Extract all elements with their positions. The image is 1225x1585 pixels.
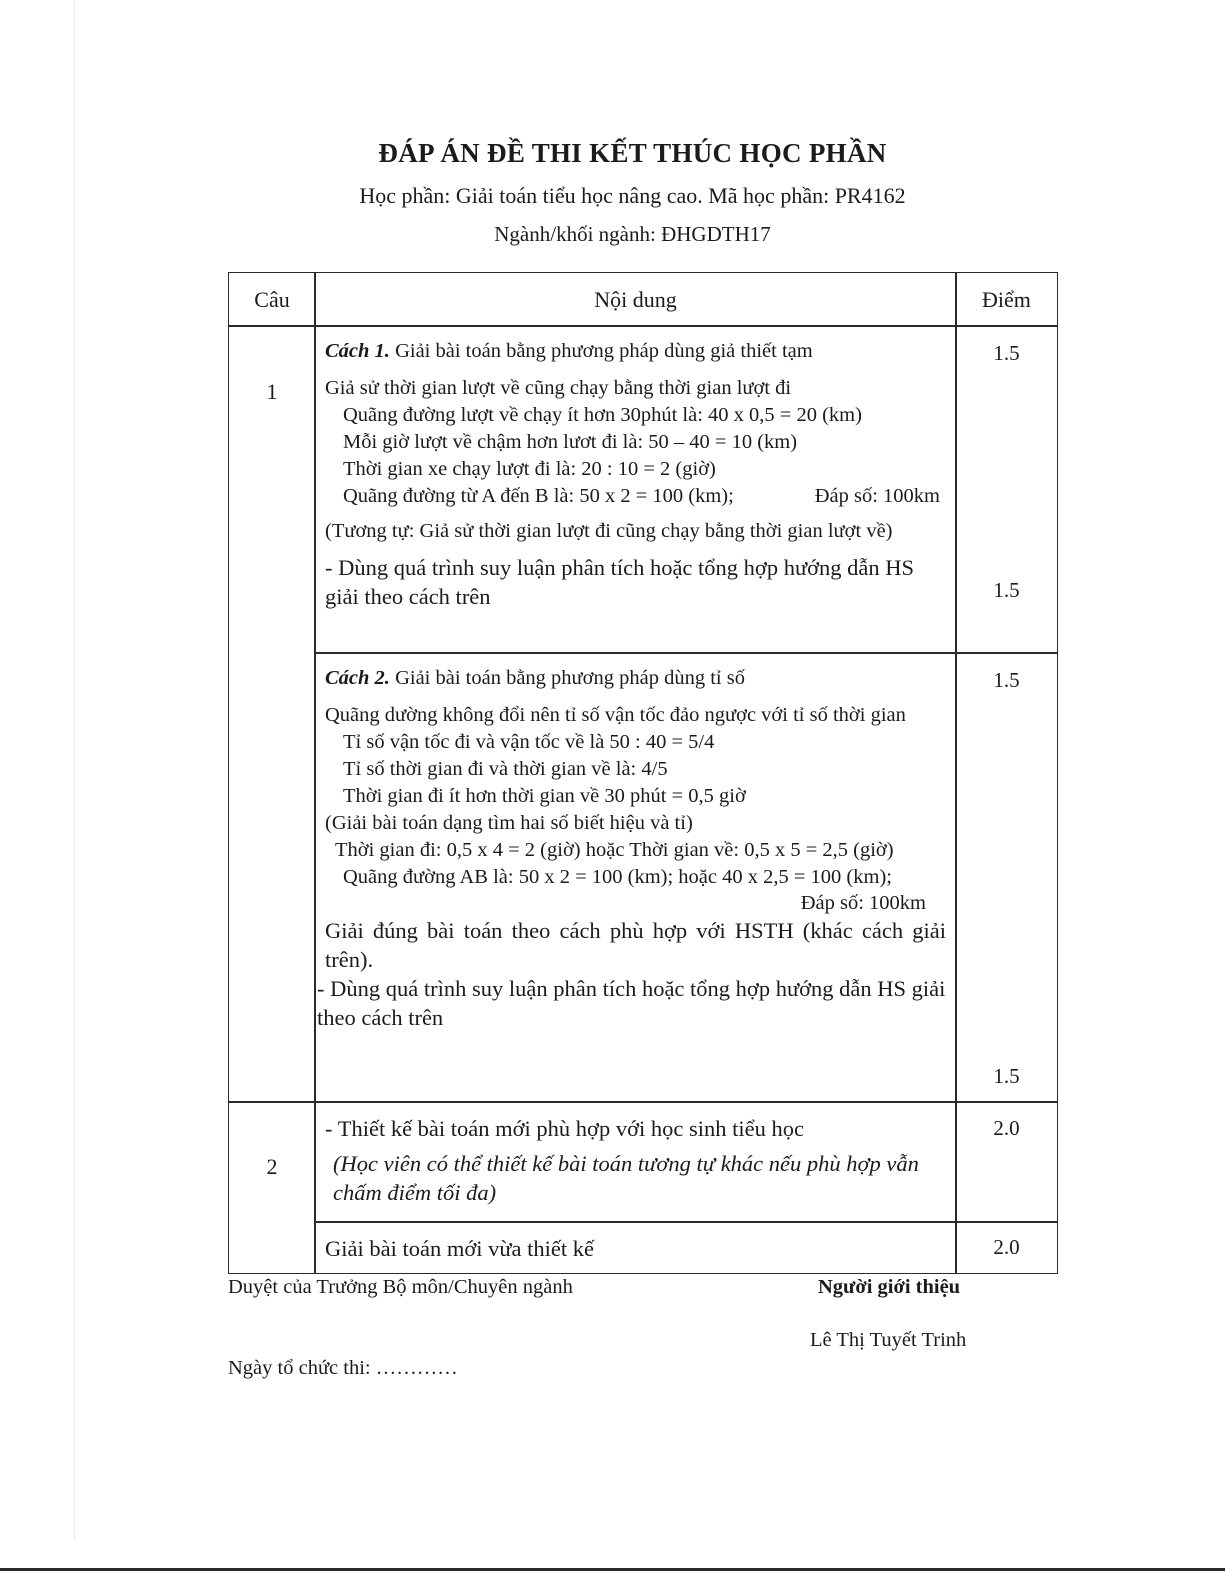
q2-note: (Học viên có thể thiết kế bài toán tương tự khác nếu phù hợp vẫn chấm điểm tối đa) bbox=[333, 1151, 919, 1205]
method2-answer: Đáp số: 100km bbox=[800, 892, 926, 914]
q1-method2-content bbox=[314, 652, 957, 1103]
method2-line1: Tỉ số vận tốc đi và vận tốc về là 50 : 40 = 5/4 bbox=[343, 731, 715, 753]
q1-method2-score-cell bbox=[955, 652, 1058, 1103]
method2-line3: Thời gian đi ít hơn thời gian về 30 phút = 0,5 giờ bbox=[343, 785, 746, 807]
major-info: Ngành/khối ngành: ĐHGDTH17 bbox=[494, 222, 771, 246]
approval-label: Duyệt của Trưởng Bộ môn/Chuyên ngành bbox=[228, 1276, 573, 1298]
header-noi-dung: Nội dung bbox=[314, 272, 957, 327]
method1-title: Giải bài toán bằng phương pháp dùng giả thiết tạm bbox=[389, 340, 813, 362]
q2-solve-score: 2.0 bbox=[993, 1235, 1020, 1259]
method1-guide-score: 1.5 bbox=[993, 578, 1020, 602]
q1-method1-score-cell bbox=[955, 325, 1058, 654]
method1-assume: Giả sử thời gian lượt về cũng chạy bằng thời gian lượt đi bbox=[325, 377, 792, 399]
bottom-rule bbox=[0, 1568, 1225, 1571]
presenter-label: Người giới thiệu bbox=[818, 1276, 961, 1298]
method1-line3: Thời gian xe chạy lượt đi là: 20 : 10 = 2 (giờ) bbox=[343, 458, 716, 480]
header-cau: Câu bbox=[228, 272, 316, 327]
exam-date: Ngày tổ chức thi: ………… bbox=[228, 1357, 458, 1379]
method2-label: Cách 2. bbox=[325, 667, 390, 689]
course-info: Học phần: Giải toán tiểu học nâng cao. Mã học phần: PR4162 bbox=[359, 183, 906, 208]
method2-line5: Thời gian đi: 0,5 x 4 = 2 (giờ) hoặc Thời gian về: 0,5 x 5 = 2,5 (giờ) bbox=[335, 839, 894, 861]
method1-line1: Quãng đường lượt về chạy ít hơn 30phút là: 40 x 0,5 = 20 (km) bbox=[343, 404, 862, 426]
method2-alt: Giải đúng bài toán theo cách phù hợp với HSTH (khác cách giải trên). bbox=[325, 918, 946, 972]
q2-solve-score-cell bbox=[955, 1221, 1058, 1274]
method2-line4: (Giải bài toán dạng tìm hai số biết hiệu và tỉ) bbox=[325, 812, 693, 834]
q2-design-content bbox=[314, 1101, 957, 1223]
method2-score: 1.5 bbox=[993, 668, 1020, 692]
q1-number-cell bbox=[228, 325, 316, 1103]
method2-guide-score: 1.5 bbox=[993, 1064, 1020, 1088]
q2-number-cell bbox=[228, 1101, 316, 1274]
method2-guide: - Dùng quá trình suy luận phân tích hoặc tổng hợp hướng dẫn HS giải theo cách trên bbox=[317, 976, 946, 1030]
header-diem: Điểm bbox=[955, 272, 1058, 327]
method1-similar: (Tương tự: Giả sử thời gian lượt đi cũng chạy bằng thời gian lượt về) bbox=[325, 520, 893, 542]
q2-design-score: 2.0 bbox=[993, 1116, 1020, 1140]
q2-solve: Giải bài toán mới vừa thiết kế bbox=[325, 1236, 595, 1261]
q2-design-score-cell bbox=[955, 1101, 1058, 1223]
q1-number: 1 bbox=[266, 379, 278, 404]
method2-line2: Tỉ số thời gian đi và thời gian về là: 4/5 bbox=[343, 758, 668, 780]
method1-guide: - Dùng quá trình suy luận phân tích hoặc tổng hợp hướng dẫn HS giải theo cách trên bbox=[325, 555, 915, 609]
method1-answer: Đáp số: 100km bbox=[814, 485, 940, 507]
method1-line4: Quãng đường từ A đến B là: 50 x 2 = 100 (km); bbox=[343, 485, 734, 507]
method2-intro: Quãng dường không đổi nên tỉ số vận tốc đảo ngược với tỉ số thời gian bbox=[325, 704, 906, 726]
q1-method1-content bbox=[314, 325, 957, 654]
method2-title: Giải bài toán bằng phương pháp dùng tỉ số bbox=[389, 667, 745, 689]
presenter-name: Lê Thị Tuyết Trinh bbox=[810, 1329, 967, 1351]
method1-line2: Mỗi giờ lượt về chậm hơn lươt đi là: 50 – 40 = 10 (km) bbox=[343, 431, 798, 453]
document-title: ĐÁP ÁN ĐỀ THI KẾT THÚC HỌC PHẦN bbox=[378, 138, 887, 168]
method2-line6: Quãng đường AB là: 50 x 2 = 100 (km); hoặc 40 x 2,5 = 100 (km); bbox=[343, 866, 892, 888]
method1-label: Cách 1. bbox=[325, 340, 390, 362]
q2-solve-content bbox=[314, 1221, 957, 1274]
q2-number: 2 bbox=[266, 1154, 278, 1179]
q2-design: - Thiết kế bài toán mới phù hợp với học sinh tiểu học bbox=[325, 1116, 804, 1141]
method1-score: 1.5 bbox=[993, 341, 1020, 365]
